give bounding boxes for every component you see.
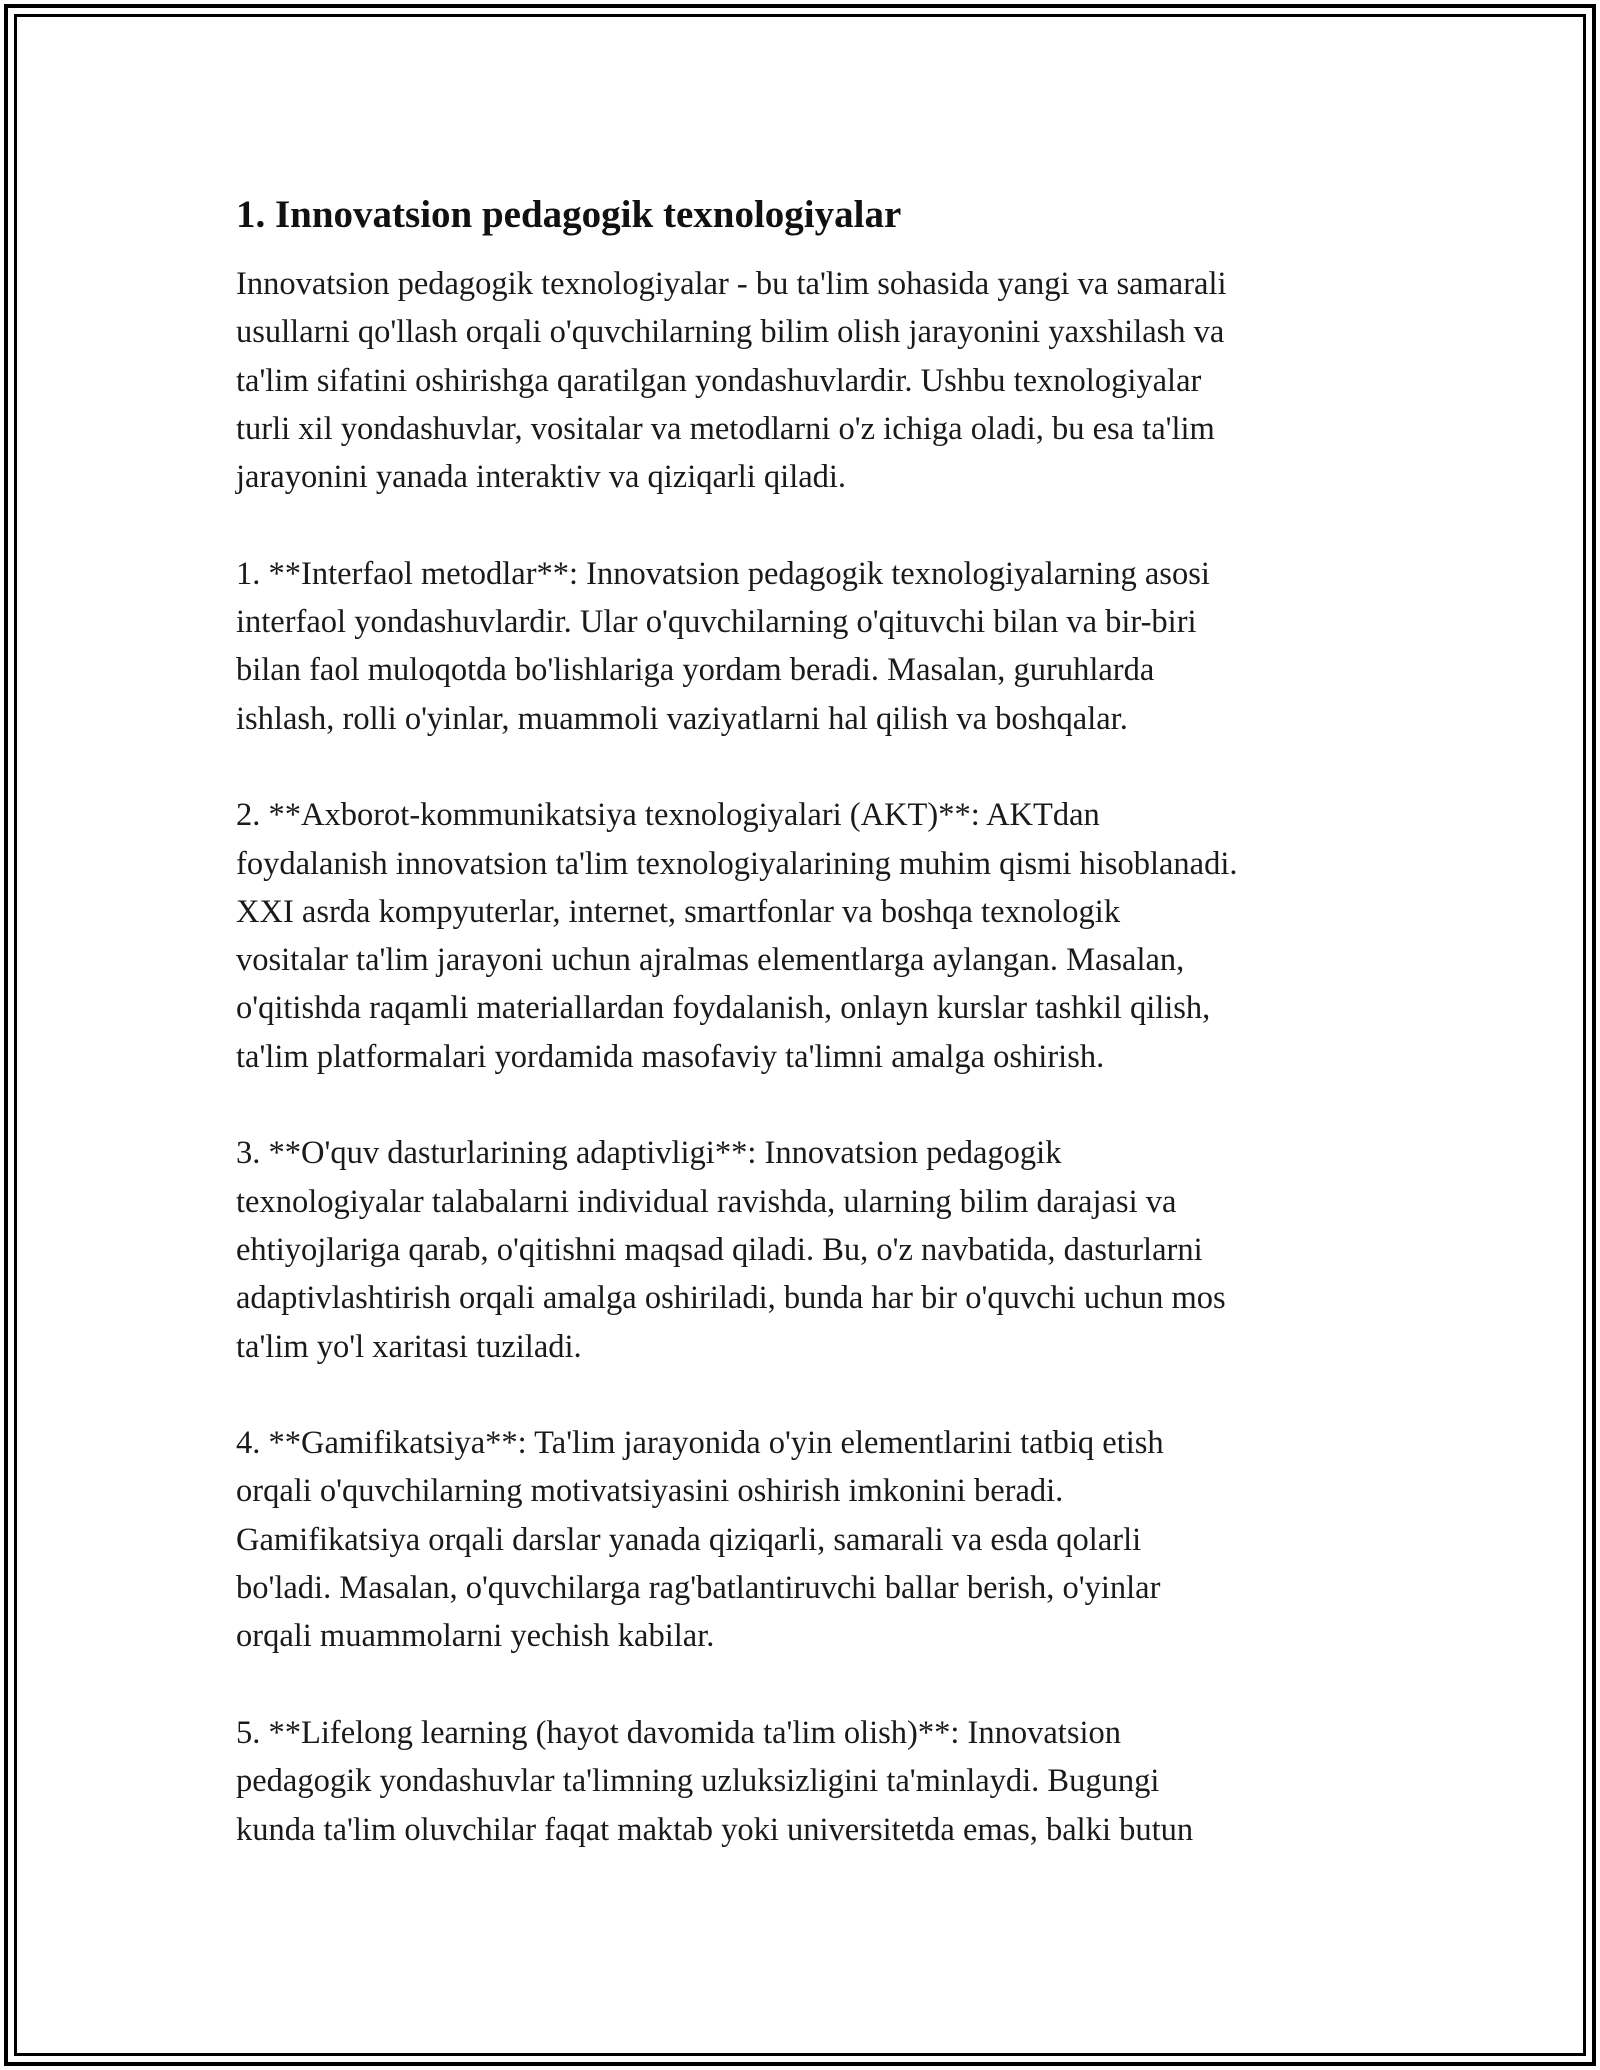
text-line: bilan faol muloqotda bo'lishlariga yordam beradi. Masalan, guruhlarda <box>236 652 1155 689</box>
document-body <box>236 184 1376 1902</box>
text-line: pedagogik yondashuvlar ta'limning uzluksizligini ta'minlaydi. Bugungi <box>236 1763 1160 1800</box>
text-line: 5. **Lifelong learning (hayot davomida ta'lim olish)**: Innovatsion <box>236 1714 1121 1751</box>
text-line: o'qitishda raqamli materiallardan foydalanish, onlayn kurslar tashkil qilish, <box>236 990 1211 1027</box>
text-line: kunda ta'lim oluvchilar faqat maktab yoki universitetda emas, balki butun <box>236 1811 1194 1848</box>
text-line: texnologiyalar talabalarni individual ravishda, ularning bilim darajasi va <box>236 1183 1177 1220</box>
text-line: vositalar ta'lim jarayoni uchun ajralmas elementlarga aylangan. Masalan, <box>236 942 1185 979</box>
text-line: 2. **Axborot-kommunikatsiya texnologiyalari (AKT)**: AKTdan <box>236 797 1100 834</box>
text-line: turli xil yondashuvlar, vositalar va metodlarni o'z ichiga oladi, bu esa ta'lim <box>236 410 1215 447</box>
text-line: Innovatsion pedagogik texnologiyalar - bu ta'lim sohasida yangi va samarali <box>236 266 1227 302</box>
text-line: ta'lim yo'l xaritasi tuziladi. <box>236 1328 582 1365</box>
text-line: bo'ladi. Masalan, o'quvchilarga rag'batlantiruvchi ballar berish, o'yinlar <box>236 1570 1161 1607</box>
list-item-interfaol-metodlar <box>236 550 1376 743</box>
list-item-lifelong-learning <box>236 1709 1376 1854</box>
text-line: 1. **Interfaol metodlar**: Innovatsion pedagogik texnologiyalarning asosi <box>236 555 1210 592</box>
text-line: adaptivlashtirish orqali amalga oshiriladi, bunda har bir o'quvchi uchun mos <box>236 1280 1226 1317</box>
text-line: orqali o'quvchilarning motivatsiyasini oshirish imkonini beradi. <box>236 1473 1064 1510</box>
text-line: jarayonini yanada interaktiv va qiziqarli qiladi. <box>236 459 847 496</box>
text-line: orqali muammolarni yechish kabilar. <box>236 1618 715 1655</box>
list-item-akt <box>236 791 1376 1081</box>
list-item-adaptivlik <box>236 1129 1376 1370</box>
text-line: ehtiyojlariga qarab, o'qitishni maqsad qiladi. Bu, o'z navbatida, dasturlarni <box>236 1231 1203 1268</box>
text-line: 3. **O'quv dasturlarining adaptivligi**: Innovatsion pedagogik <box>236 1135 1062 1172</box>
text-line: XXI asrda kompyuterlar, internet, smartfonlar va boshqa texnologik <box>236 893 1121 930</box>
text-line: Gamifikatsiya orqali darslar yanada qiziqarli, samarali va esda qolarli <box>236 1521 1142 1558</box>
text-line: usullarni qo'llash orqali o'quvchilarning bilim olish jarayonini yaxshilash va <box>236 314 1225 351</box>
section-heading: 1. Innovatsion pedagogik texnologiyalar <box>236 193 902 236</box>
list-item-gamifikatsiya <box>236 1419 1376 1660</box>
text-line: ta'lim platformalari yordamida masofaviy ta'limni amalga oshirish. <box>236 1038 1105 1075</box>
text-line: 4. **Gamifikatsiya**: Ta'lim jarayonida o'yin elementlarini tatbiq etish <box>236 1425 1164 1462</box>
text-line: foydalanish innovatsion ta'lim texnologiyalarining muhim qismi hisoblanadi. <box>236 845 1238 882</box>
text-line: ta'lim sifatini oshirishga qaratilgan yondashuvlardir. Ushbu texnologiyalar <box>236 362 1202 399</box>
intro-paragraph <box>236 260 1376 501</box>
text-line: interfaol yondashuvlardir. Ular o'quvchilarning o'qituvchi bilan va bir-biri <box>236 604 1197 641</box>
text-line: ishlash, rolli o'yinlar, muammoli vaziyatlarni hal qilish va boshqalar. <box>236 700 1128 737</box>
